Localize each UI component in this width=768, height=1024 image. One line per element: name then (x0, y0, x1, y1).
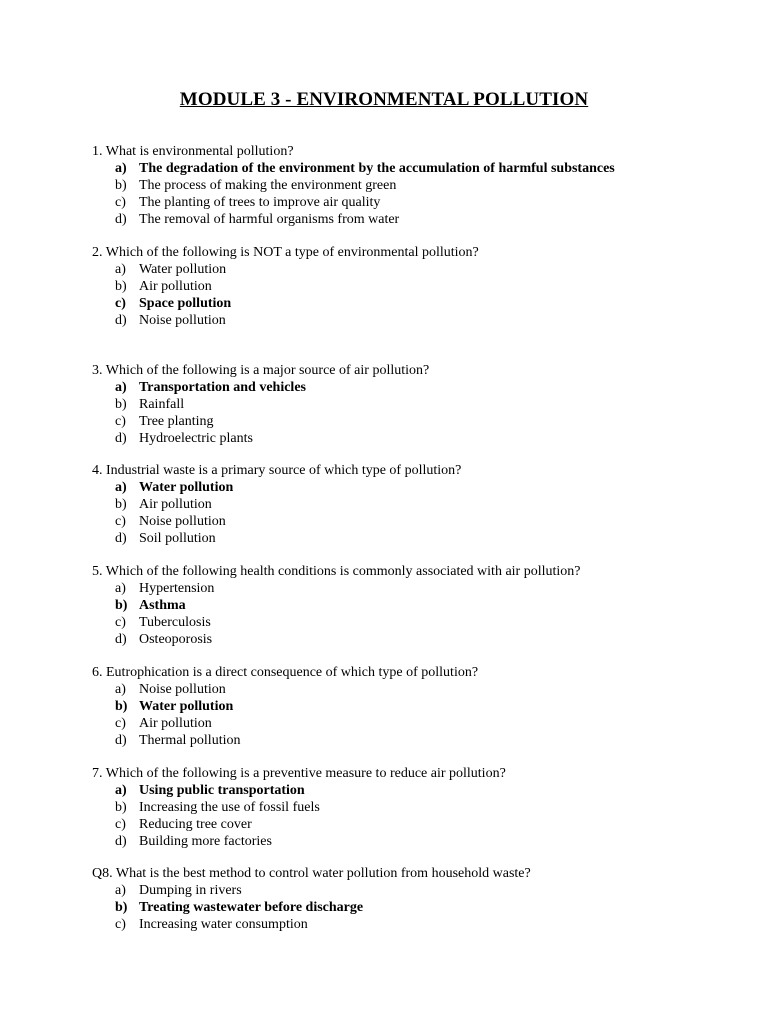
option-letter: a) (115, 883, 126, 898)
option-letter: a) (115, 380, 127, 395)
option-text: Tree planting (139, 414, 214, 429)
option-text: Using public transportation (139, 783, 305, 798)
question-text: 6. Eutrophication is a direct consequence of which type of pollution? (92, 665, 479, 680)
option-text: Air pollution (139, 497, 212, 512)
option-text: Water pollution (139, 262, 227, 277)
option-text: Rainfall (139, 397, 185, 412)
question-block (92, 563, 748, 648)
option-letter: c) (115, 917, 126, 932)
option-text: Tuberculosis (139, 615, 211, 630)
option-c (92, 614, 748, 631)
option-letter: c) (115, 195, 126, 210)
option-c (92, 295, 748, 312)
option-letter: d) (115, 212, 127, 227)
option-text: Hypertension (139, 581, 215, 596)
option-text: Dumping in rivers (139, 883, 242, 898)
option-text: Air pollution (139, 716, 212, 731)
question-block (92, 362, 748, 447)
option-text: Osteoporosis (139, 632, 213, 647)
question-text: 1. What is environmental pollution? (92, 144, 294, 159)
question-block (92, 244, 748, 329)
question-block (92, 143, 748, 228)
option-letter: a) (115, 480, 127, 495)
option-text: Noise pollution (139, 313, 226, 328)
option-text: The planting of trees to improve air quality (139, 195, 381, 210)
option-d (92, 530, 748, 547)
option-letter: d) (115, 531, 127, 546)
option-text: The degradation of the environment by the accumulation of harmful substances (139, 161, 615, 176)
option-letter: b) (115, 178, 127, 193)
option-text: Noise pollution (139, 682, 226, 697)
option-a (92, 681, 748, 698)
option-letter: b) (115, 699, 128, 714)
option-letter: b) (115, 397, 127, 412)
option-text: Water pollution (139, 699, 234, 714)
question-block (92, 765, 748, 850)
option-letter: d) (115, 834, 127, 849)
option-b (92, 899, 748, 916)
question-text: 5. Which of the following health conditions is commonly associated with air pollution? (92, 564, 581, 579)
question-text: 7. Which of the following is a preventive measure to reduce air pollution? (92, 766, 506, 781)
option-text: Water pollution (139, 480, 234, 495)
option-letter: d) (115, 733, 127, 748)
option-c (92, 194, 748, 211)
option-b (92, 698, 748, 715)
option-letter: c) (115, 514, 126, 529)
option-letter: d) (115, 632, 127, 647)
option-c (92, 413, 748, 430)
option-text: The removal of harmful organisms from water (139, 212, 400, 227)
option-a (92, 882, 748, 899)
option-text: Treating wastewater before discharge (139, 900, 364, 915)
option-c (92, 715, 748, 732)
option-c (92, 916, 748, 933)
option-text: Air pollution (139, 279, 212, 294)
option-text: Space pollution (139, 296, 232, 311)
option-b (92, 278, 748, 295)
question-block (92, 462, 748, 547)
option-letter: d) (115, 313, 127, 328)
option-text: Hydroelectric plants (139, 431, 253, 446)
question-text: Q8. What is the best method to control water pollution from household waste? (92, 866, 531, 881)
option-b (92, 496, 748, 513)
option-letter: b) (115, 279, 127, 294)
option-b (92, 799, 748, 816)
option-letter: a) (115, 262, 126, 277)
option-c (92, 816, 748, 833)
option-text: Reducing tree cover (139, 817, 252, 832)
option-a (92, 261, 748, 278)
option-text: The process of making the environment green (139, 178, 397, 193)
option-letter: b) (115, 598, 128, 613)
option-text: Increasing water consumption (139, 917, 308, 932)
option-letter: c) (115, 414, 126, 429)
option-letter: b) (115, 900, 128, 915)
question-block (92, 664, 748, 749)
option-letter: c) (115, 716, 126, 731)
option-d (92, 631, 748, 648)
option-a (92, 782, 748, 799)
option-b (92, 177, 748, 194)
option-letter: b) (115, 497, 127, 512)
option-letter: c) (115, 296, 126, 311)
option-letter: a) (115, 581, 126, 596)
option-text: Increasing the use of fossil fuels (139, 800, 320, 815)
option-d (92, 312, 748, 329)
question-text: 4. Industrial waste is a primary source of which type of pollution? (92, 463, 462, 478)
question-block (92, 865, 748, 933)
option-text: Asthma (139, 598, 186, 613)
option-c (92, 513, 748, 530)
option-letter: c) (115, 817, 126, 832)
option-b (92, 597, 748, 614)
option-a (92, 580, 748, 597)
option-letter: b) (115, 800, 127, 815)
option-text: Soil pollution (139, 531, 216, 546)
option-text: Building more factories (139, 834, 272, 849)
option-letter: a) (115, 783, 127, 798)
option-d (92, 732, 748, 749)
option-letter: d) (115, 431, 127, 446)
option-d (92, 211, 748, 228)
option-letter: a) (115, 161, 127, 176)
option-d (92, 833, 748, 850)
option-text: Noise pollution (139, 514, 226, 529)
option-letter: a) (115, 682, 126, 697)
page-title: MODULE 3 - ENVIRONMENTAL POLLUTION (179, 89, 589, 110)
question-text: 2. Which of the following is NOT a type of environmental pollution? (92, 245, 479, 260)
question-text: 3. Which of the following is a major source of air pollution? (92, 363, 430, 378)
option-text: Transportation and vehicles (139, 380, 306, 395)
option-b (92, 396, 748, 413)
option-a (92, 479, 748, 496)
option-letter: c) (115, 615, 126, 630)
option-a (92, 160, 748, 177)
option-d (92, 430, 748, 447)
option-a (92, 379, 748, 396)
option-text: Thermal pollution (139, 733, 241, 748)
